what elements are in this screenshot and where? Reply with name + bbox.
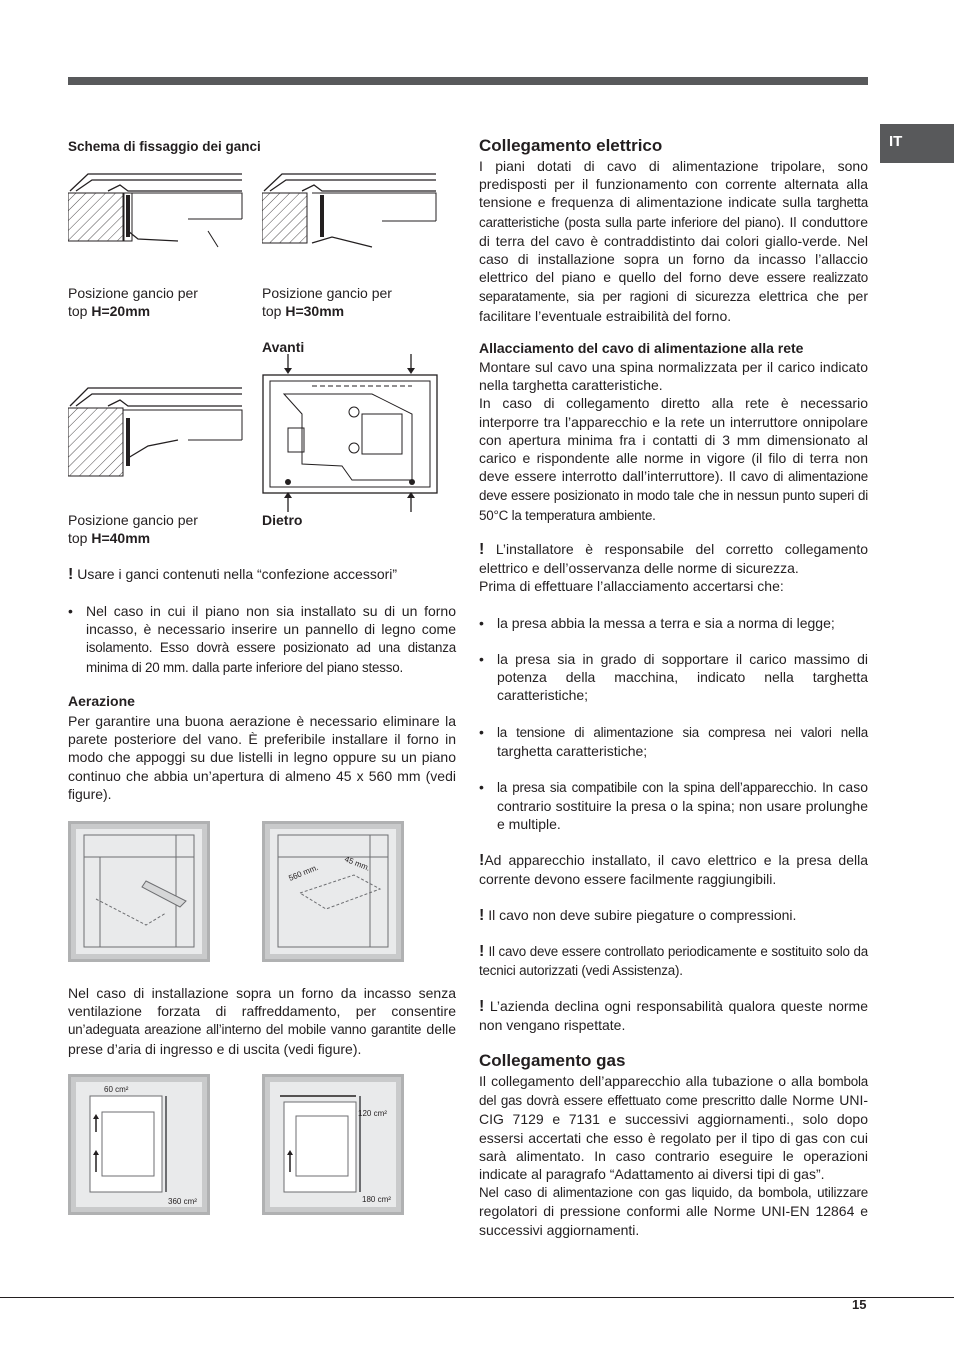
page-number: 15: [852, 1297, 867, 1312]
caption-h30: Posizione gancio per top H=30mm: [262, 285, 392, 320]
svg-text:120 cm²: 120 cm²: [358, 1109, 387, 1118]
bullet-carico-massimo: • la presa sia in grado di sopportare il carico massimo di potenza della macchina, indicato nella targhetta caratteristiche;: [479, 651, 868, 704]
elettrico-text: I piani dotati di cavo di alimentazione tripolare, sono predisposti per il funzionamento con corrente alternata alla tensione e frequenza di alimentazione indicate sulla targhetta caratteristiche (posta sulla parte inferiore del piano). Il conduttore di terra del cavo è contraddistinto dai colori giallo-verde. Nel caso di installazione sopra un forno da incasso l’allaccio elettrico del piano e quello del forno deve essere realizzato separatamente, sia per ragioni di sicurezza elettrica che per facilitare l’eventuale estraibilità del forno.: [479, 158, 869, 324]
warning-ganci: ! Usare i ganci contenuti nella “confezione accessori”: [68, 566, 398, 583]
header-bar: [68, 77, 868, 85]
hob-underside-figure: [262, 354, 440, 514]
gas-title: Collegamento gas: [479, 1051, 626, 1070]
svg-text:180 cm²: 180 cm²: [362, 1195, 391, 1204]
svg-text:360 cm²: 360 cm²: [168, 1197, 197, 1206]
label-avanti: Avanti: [262, 339, 305, 355]
aerazione-text: Per garantire una buona aerazione è necessario eliminare la parete posteriore del vano. È preferibile installare il forno in modo che appoggi su due listelli in legno oppure su un piano continuo che abbia un’apertura di almeno 45 x 560 mm (vedi figure).: [68, 713, 456, 802]
caption-h20: Posizione gancio per top H=20mm: [68, 285, 198, 320]
cabinet-figure-2: [262, 821, 404, 962]
bullet-forno: • Nel caso in cui il piano non sia installato su di un forno incasso, è necessario inserire un pannello di legno come isolamento. Esso dovrà essere posizionato ad una distanza minima di 20 mm. dalla parte inferiore del piano stesso.: [68, 603, 456, 675]
warning-piegature: ! Il cavo non deve subire piegature o compressioni.: [479, 907, 797, 924]
svg-text:45 mm.: 45 mm.: [343, 854, 372, 873]
ventilation-figure-2: [262, 1074, 404, 1215]
footer-rule: [0, 1297, 954, 1298]
ventilation-figure-1: [68, 1074, 210, 1215]
elettrico-title: Collegamento elettrico: [479, 136, 663, 155]
allacciamento-title: Allacciamento del cavo di alimentazione alla rete: [479, 340, 804, 356]
svg-text:60 cm²: 60 cm²: [104, 1085, 129, 1094]
caption-h40: Posizione gancio per top H=40mm: [68, 512, 198, 547]
cabinet-figure-1: [68, 821, 210, 962]
schema-title: Schema di fissaggio dei ganci: [68, 139, 261, 154]
bullet-tensione: • la tensione di alimentazione sia compresa nei valori nella targhetta caratteristiche;: [479, 724, 868, 760]
hook-h30-figure: [262, 171, 438, 255]
warning-raggiungibili: !Ad apparecchio installato, il cavo elettrico e la presa della corrente devono essere facilmente raggiungibili.: [479, 852, 868, 888]
aerazione-title: Aerazione: [68, 693, 135, 709]
warning-responsabilita: ! L’azienda declina ogni responsabilità qualora queste norme non vengano rispettate.: [479, 998, 868, 1034]
language-tab: IT: [880, 124, 954, 163]
ventilazione-text: Nel caso di installazione sopra un forno da incasso senza ventilazione forzata di raffreddamento, per consentire un’adeguata areazione all’interno del mobile vanno garantite delle prese d’aria di ingresso e di uscita (vedi figure).: [68, 985, 456, 1057]
bullet-messa-a-terra: • la presa abbia la messa a terra e sia a norma di legge;: [479, 615, 835, 631]
hook-h20-figure: [68, 171, 244, 255]
gas-text: Il collegamento dell’apparecchio alla tubazione o alla bombola del gas dovrà essere effettuato come prescritto dalle Norme UNI-CIG 7129 e 7131 e successivi aggiornamenti., solo dopo essersi accertati che esso è regolato per il tipo di gas con cui sarà alimentato. In caso contrario eseguire le operazioni indicate al paragrafo “Adattamento ai diversi tipi di gas”. Nel caso di alimentazione con gas liquido, da bombola, utilizzare regolatori di pressione conformi alle Norme UNI-EN 12864 e successivi aggiornamenti.: [479, 1073, 869, 1238]
svg-text:560 mm.: 560 mm.: [287, 862, 320, 883]
allacciamento-text: Montare sul cavo una spina normalizzata per il carico indicato nella targhetta caratteristiche. In caso di collegamento diretto alla rete è necessario interporre tra l’apparecchio e la rete un interruttore onnipolare con apertura minima fra i contatti di 3 mm dimensionato al carico e rispondente alle norme in vigore (il filo di terra non deve essere interrotto dall’interruttore). Il cavo di alimentazione deve essere posizionato in modo tale che in nessun punto superi di 50°C la temperatura ambiente.: [479, 359, 869, 523]
warning-controllo: ! Il cavo deve essere controllato periodicamente e sostituito solo da tecnici autorizzati (vedi Assistenza).: [479, 943, 869, 979]
bullet-spina: • la presa sia compatibile con la spina dell’apparecchio. In caso contrario sostituire la presa o la spina; non usare prolunghe e multiple.: [479, 779, 868, 833]
label-dietro: Dietro: [262, 512, 303, 528]
installatore-text: ! L’installatore è responsabile del corretto collegamento elettrico e dell’osservanza delle norme di sicurezza. Prima di effettuare l’allacciamento accertarsi che:: [479, 541, 868, 595]
hook-h40-figure: [68, 378, 244, 486]
